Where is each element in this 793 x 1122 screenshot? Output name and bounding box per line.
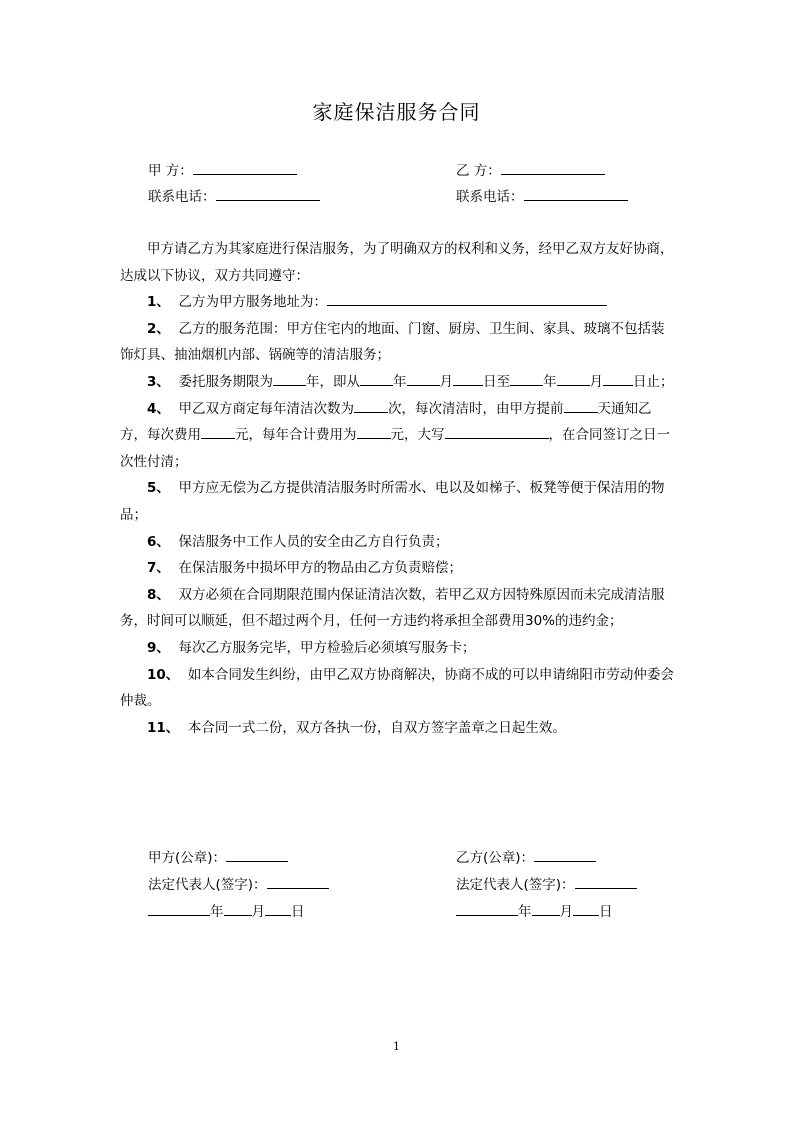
clause-number: 9、 (147, 639, 170, 656)
party-a-month-blank[interactable] (224, 902, 252, 916)
clause-text: 年，即从 (306, 373, 360, 390)
party-a-rep-label: 法定代表人(签字)： (148, 877, 267, 893)
party-a-rep-line (148, 872, 329, 899)
intro-paragraph: 甲方请乙方为其家庭进行保洁服务，为了明确双方的权利和义务，经甲乙双方友好协商，达成以下协议，双方共同遵守： (120, 241, 674, 284)
party-a-rep-blank[interactable] (267, 875, 329, 889)
clause-text: 乙方为甲方服务地址为： (178, 294, 327, 311)
party-a-seal-label: 甲方(公章)： (148, 850, 227, 866)
clause-number: 5、 (147, 480, 170, 497)
per-visit-fee-blank[interactable] (201, 425, 235, 439)
party-a-blank[interactable] (193, 161, 297, 175)
years-blank[interactable] (273, 372, 306, 386)
clause-text: 本合同一式二份，双方各执一份，自双方签字盖章之日起生效。 (187, 719, 566, 736)
day-label: 日 (291, 904, 305, 920)
clause-9 (120, 635, 676, 662)
start-month-blank[interactable] (407, 372, 440, 386)
party-b-rep-blank[interactable] (575, 875, 637, 889)
party-b-rep-line (456, 872, 637, 899)
party-b-signature-block (456, 845, 637, 926)
clause-text: 双方必须在合同期限范围内保证清洁次数，若甲乙双方因特殊原因而未完成清洁服务，时间可以顺延，但不超过两个月，任何一方违约将承担全部费用30%的违约金； (120, 586, 665, 630)
clause-text: 次，每次清洁时，由甲方提前 (388, 400, 564, 417)
party-a-year-blank[interactable] (148, 902, 210, 916)
clause-8 (120, 582, 676, 635)
end-day-blank[interactable] (603, 372, 633, 386)
clause-text: 保洁服务中工作人员的安全由乙方自行负责； (178, 533, 449, 550)
service-address-blank[interactable] (327, 292, 607, 306)
clause-3 (120, 369, 676, 396)
clause-10 (120, 662, 676, 715)
party-a-phone-blank[interactable] (216, 187, 320, 201)
clause-text: ，在合同签订之日一次性付清； (120, 427, 670, 470)
clause-text: 每次乙方服务完毕，甲方检验后必须填写服务卡； (178, 639, 476, 656)
party-b-phone-label: 联系电话： (456, 189, 524, 205)
party-b-year-blank[interactable] (456, 902, 518, 916)
party-b-seal-line (456, 845, 637, 872)
clause-number: 11、 (147, 719, 180, 736)
clause-text: 日止； (633, 373, 674, 390)
clause-text: 甲乙双方商定每年清洁次数为 (178, 400, 354, 417)
clause-text: 甲方应无偿为乙方提供清洁服务时所需水、电以及如梯子、板凳等便于保洁用的物品； (120, 480, 665, 523)
party-b-month-blank[interactable] (532, 902, 560, 916)
clause-1 (120, 289, 676, 316)
clause-text: 元，大写 (390, 427, 445, 444)
clause-4 (120, 396, 676, 476)
clause-text: 月 (439, 373, 453, 390)
party-a-phone-line (148, 185, 320, 205)
start-day-blank[interactable] (453, 372, 483, 386)
clause-number: 3、 (147, 373, 170, 390)
clause-text: 天通知乙方，每次费用 (120, 400, 652, 444)
clause-text: 日至 (483, 373, 510, 390)
clause-text: 在保洁服务中损坏甲方的物品由乙方负责赔偿； (178, 560, 462, 577)
clause-7 (120, 555, 676, 582)
party-b-phone-line (456, 185, 628, 205)
clause-11 (120, 715, 676, 742)
clause-5 (120, 475, 676, 528)
party-b-date-line (456, 899, 637, 926)
month-label: 月 (559, 904, 573, 920)
party-a-seal-blank[interactable] (226, 848, 288, 862)
party-a-date-line (148, 899, 329, 926)
party-b-rep-label: 法定代表人(签字)： (456, 877, 575, 893)
amount-in-words-blank[interactable] (445, 425, 549, 439)
party-a-label: 甲 方： (148, 163, 193, 179)
day-label: 日 (599, 904, 613, 920)
clause-text: 乙方的服务范围：甲方住宅内的地面、门窗、厨房、卫生间、家具、玻璃不包括装饰灯具、抽油烟机内部、锅碗等的清洁服务； (120, 320, 665, 364)
clause-number: 6、 (147, 533, 170, 550)
clause-6 (120, 529, 676, 556)
party-b-line (456, 159, 605, 179)
party-a-seal-line (148, 845, 329, 872)
clause-number: 2、 (147, 320, 170, 337)
document-title: 家庭保洁服务合同 (312, 100, 481, 124)
clause-number: 7、 (147, 560, 170, 577)
notice-days-blank[interactable] (564, 399, 598, 413)
contract-body (120, 236, 676, 741)
party-b-seal-blank[interactable] (534, 848, 596, 862)
party-b-blank[interactable] (501, 161, 605, 175)
party-b-phone-blank[interactable] (524, 187, 628, 201)
clause-2 (120, 316, 676, 369)
party-b-seal-label: 乙方(公章)： (456, 850, 535, 866)
party-a-signature-block (148, 845, 329, 926)
clause-text: 元，每年合计费用为 (235, 427, 357, 444)
clause-number: 10、 (147, 666, 180, 683)
year-label: 年 (518, 904, 532, 920)
clause-number: 1、 (147, 294, 170, 311)
cleanings-count-blank[interactable] (354, 399, 388, 413)
clause-text: 如本合同发生纠纷，由甲乙双方协商解决，协商不成的可以申请绵阳市劳动仲委会仲裁。 (120, 666, 674, 710)
clause-text: 月 (589, 373, 603, 390)
clause-number: 8、 (147, 586, 170, 603)
clause-number: 4、 (147, 400, 170, 417)
clause-text: 年 (543, 373, 557, 390)
year-label: 年 (210, 904, 224, 920)
start-year-blank[interactable] (360, 372, 393, 386)
party-a-day-blank[interactable] (265, 902, 291, 916)
party-b-label: 乙 方： (456, 163, 501, 179)
party-b-day-blank[interactable] (573, 902, 599, 916)
party-a-phone-label: 联系电话： (148, 189, 216, 205)
clause-text: 年 (393, 373, 407, 390)
clause-text: 委托服务期限为 (178, 373, 273, 390)
end-month-blank[interactable] (557, 372, 590, 386)
end-year-blank[interactable] (510, 372, 543, 386)
annual-fee-blank[interactable] (357, 425, 391, 439)
party-a-line (148, 159, 297, 179)
page-number: 1 (393, 1040, 400, 1053)
month-label: 月 (251, 904, 265, 920)
